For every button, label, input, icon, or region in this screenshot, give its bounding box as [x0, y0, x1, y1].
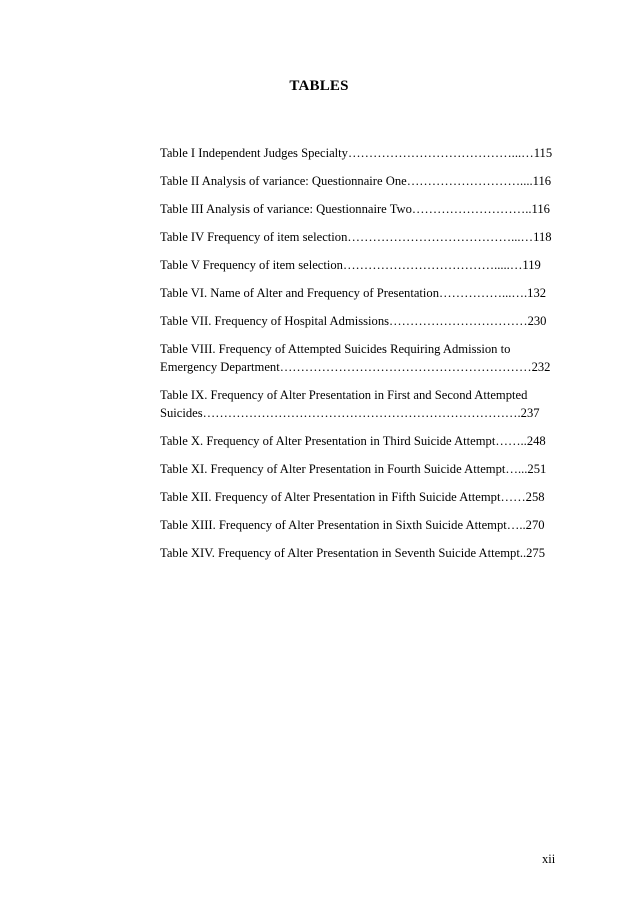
page-title: TABLES: [289, 78, 349, 94]
toc-entry-table-vi: [160, 284, 560, 302]
toc-entry-line: Table XIV. Frequency of Alter Presentation in Seventh Suicide Attempt..275: [160, 546, 546, 560]
toc-entry-line: Suicides………………………………………………………………….237: [160, 406, 540, 420]
toc-entry-line: Table IV Frequency of item selection…………………………………...…118: [160, 230, 552, 244]
toc-entry-table-vii: [160, 312, 560, 330]
toc-entry-line: Table VI. Name of Alter and Frequency of Presentation……………...….132: [160, 286, 547, 300]
toc-entry-table-ix: [160, 386, 560, 422]
toc-entry-table-iv: [160, 228, 560, 246]
toc-entry-table-ii: [160, 172, 560, 190]
toc-entry-line: Table V Frequency of item selection……………………………….....…119: [160, 258, 541, 272]
toc-entry-line: Table VII. Frequency of Hospital Admissions……………………………230: [160, 314, 547, 328]
toc-entry-table-viii: [160, 340, 560, 376]
toc-entry-line: Emergency Department……………………………………………………232: [160, 360, 551, 374]
toc-entry-line: Table XI. Frequency of Alter Presentation in Fourth Suicide Attempt…...251: [160, 462, 547, 476]
list-of-tables: [160, 144, 560, 572]
toc-entry-table-xi: [160, 460, 560, 478]
toc-entry-line: Table III Analysis of variance: Questionnaire Two………………………..116: [160, 202, 550, 216]
toc-entry-table-xiv: [160, 544, 560, 562]
toc-entry-line: Table I Independent Judges Specialty…………………………………...…115: [160, 146, 553, 160]
toc-entry-table-xiii: [160, 516, 560, 534]
toc-entry-line: Table IX. Frequency of Alter Presentation in First and Second Attempted: [160, 388, 528, 402]
toc-entry-table-x: [160, 432, 560, 450]
toc-entry-table-v: [160, 256, 560, 274]
toc-entry-line: Table II Analysis of variance: Questionnaire One………………………....116: [160, 174, 552, 188]
toc-entry-line: Table VIII. Frequency of Attempted Suicides Requiring Admission to: [160, 342, 511, 356]
toc-entry-line: Table XIII. Frequency of Alter Presentation in Sixth Suicide Attempt…..270: [160, 518, 545, 532]
toc-entry-table-i: [160, 144, 560, 162]
toc-entry-table-iii: [160, 200, 560, 218]
toc-entry-line: Table XII. Frequency of Alter Presentation in Fifth Suicide Attempt……258: [160, 490, 545, 504]
toc-entry-table-xii: [160, 488, 560, 506]
page-number: xii: [542, 852, 556, 866]
toc-entry-line: Table X. Frequency of Alter Presentation in Third Suicide Attempt……..248: [160, 434, 546, 448]
